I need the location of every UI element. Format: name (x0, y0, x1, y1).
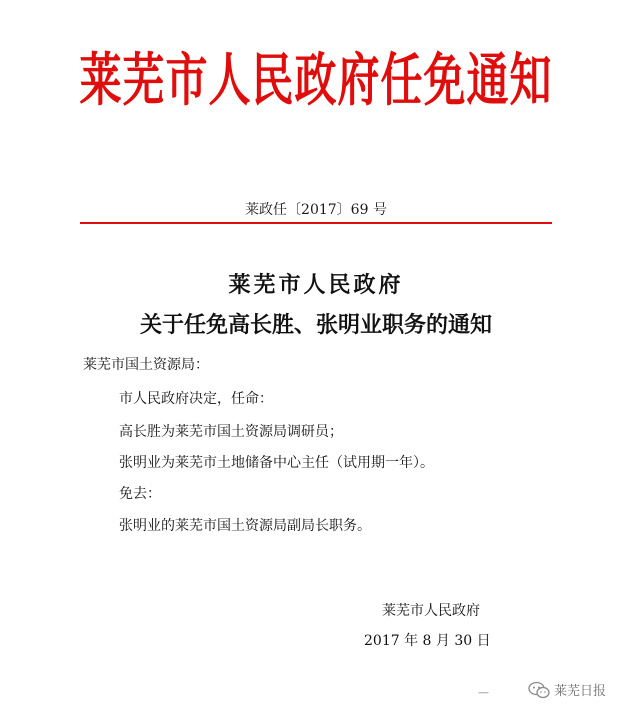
corner-dash: — (478, 686, 489, 699)
body-line-appointment-1: 高长胜为莱芜市国土资源局调研员； (119, 424, 343, 440)
signing-organization: 莱芜市人民政府 (382, 603, 480, 619)
watermark-text: 莱芜日报 (554, 684, 607, 699)
document-header-title: 莱芜市人民政府任免通知 (79, 46, 553, 113)
document-number: 莱政任〔2017〕69 号 (245, 202, 387, 218)
red-divider-line (80, 222, 552, 224)
notice-title-issuer: 莱芜市人民政府 (228, 272, 404, 298)
signing-date: 2017 年 8 月 30 日 (364, 633, 491, 649)
notice-title-subject: 关于任免高长胜、张明业职务的通知 (139, 312, 492, 338)
body-line-removal-1: 张明业的莱芜市国土资源局副局长职务。 (119, 518, 371, 534)
wechat-icon (528, 681, 550, 699)
body-line-appointment-2: 张明业为莱芜市土地储备中心主任（试用期一年）。 (119, 455, 434, 471)
body-line-removal-heading: 免去： (119, 486, 161, 502)
watermark (528, 680, 606, 699)
addressee: 莱芜市国土资源局： (83, 357, 209, 373)
body-line-decision: 市人民政府决定，任命： (119, 391, 273, 407)
